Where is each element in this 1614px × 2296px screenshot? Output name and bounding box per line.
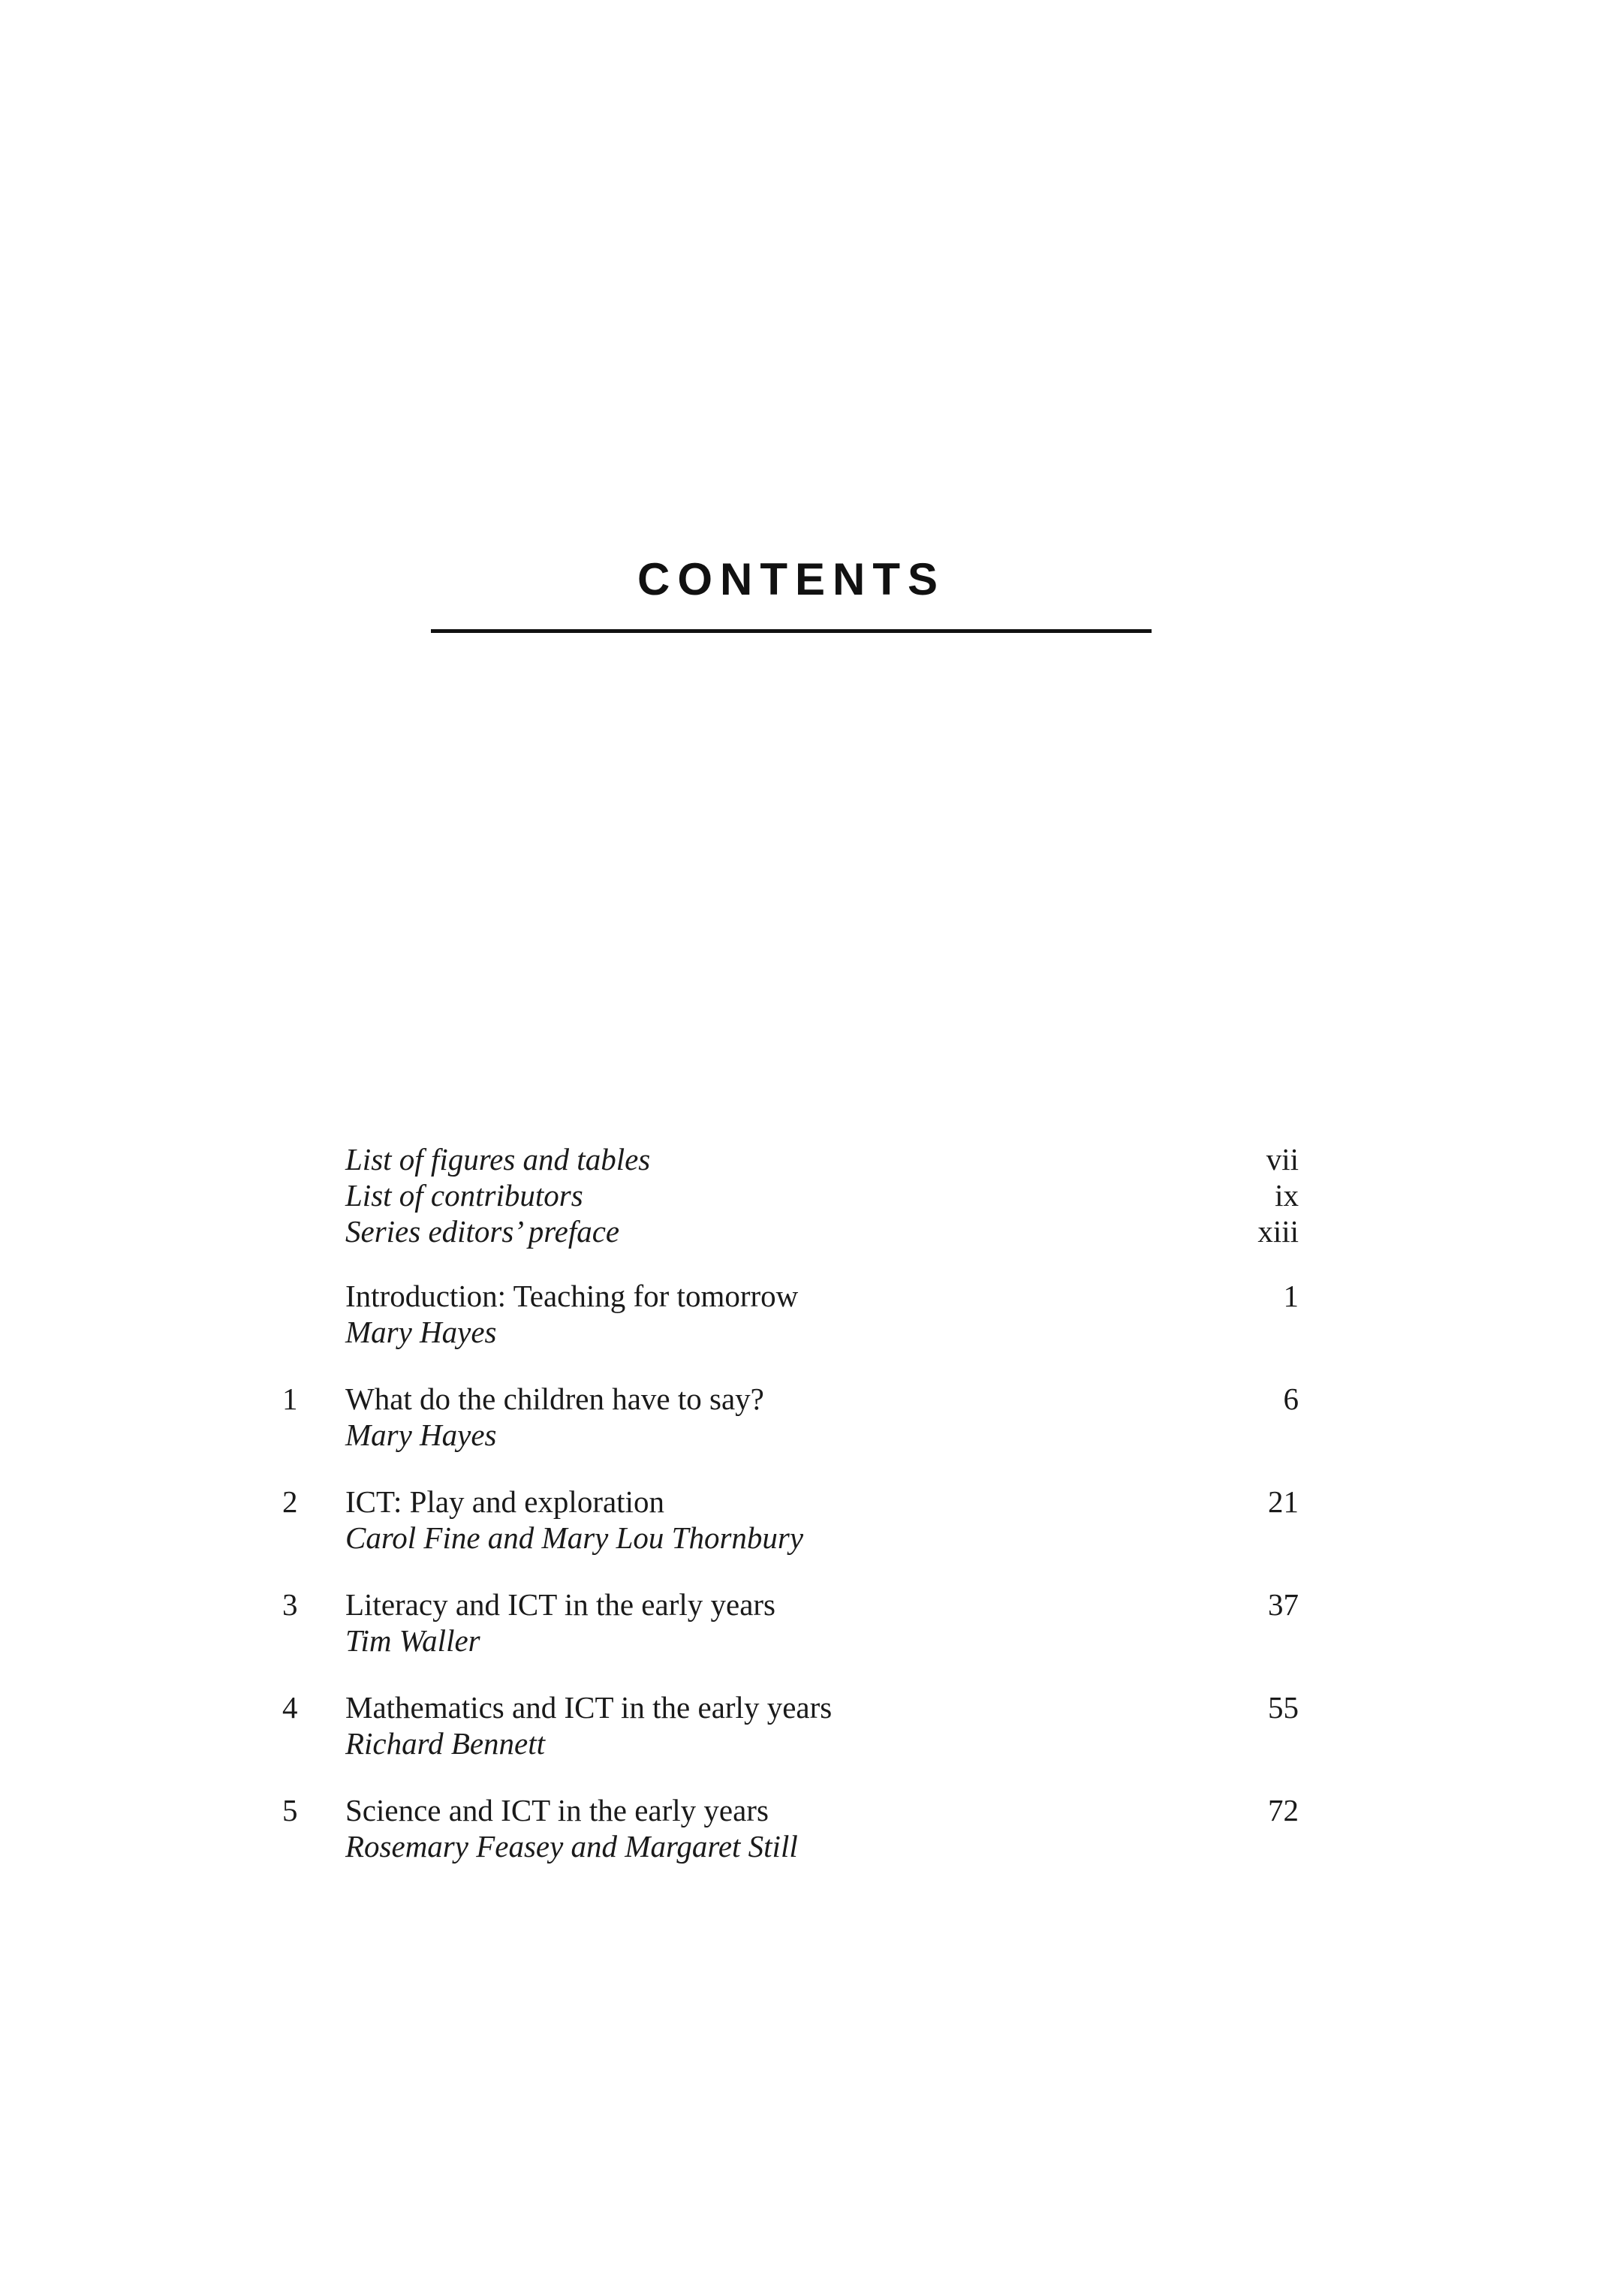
toc-entry-title: Introduction: Teaching for tomorrow — [345, 1279, 799, 1313]
chapter-number: 3 — [282, 1587, 298, 1622]
chapter-number: 2 — [282, 1484, 298, 1519]
toc-entry-author: Tim Waller — [345, 1623, 480, 1658]
toc-entry-author: Rosemary Feasey and Margaret Still — [345, 1829, 798, 1864]
toc-entry-page: 6 — [1283, 1382, 1299, 1416]
toc-entry-page: 1 — [1283, 1279, 1299, 1313]
chapter-number: 5 — [282, 1793, 298, 1827]
chapter-number: 1 — [282, 1382, 298, 1416]
toc-entry-author: Mary Hayes — [345, 1315, 497, 1349]
toc-entry-page: xiii — [1257, 1214, 1299, 1249]
chapter-number: 4 — [282, 1690, 298, 1725]
toc-entry-author: Mary Hayes — [345, 1418, 497, 1452]
toc-entry-title: Science and ICT in the early years — [345, 1793, 769, 1827]
toc-entry-page: ix — [1275, 1178, 1299, 1213]
toc-entry-title: List of contributors — [345, 1178, 583, 1213]
toc-entry-title: Mathematics and ICT in the early years — [345, 1690, 833, 1725]
toc-entry-author: Richard Bennett — [345, 1726, 546, 1761]
toc-entry-title: List of figures and tables — [345, 1142, 651, 1177]
toc-entry-page: vii — [1266, 1142, 1299, 1177]
toc-entry-title: Literacy and ICT in the early years — [345, 1587, 775, 1622]
toc-entry-title: ICT: Play and exploration — [345, 1484, 664, 1519]
title-rule — [431, 629, 1152, 633]
toc-entry-title: Series editors’ preface — [345, 1214, 620, 1249]
toc-entry-page: 21 — [1268, 1484, 1299, 1519]
page-title: CONTENTS — [637, 554, 945, 604]
toc-entry-page: 55 — [1268, 1690, 1299, 1725]
toc-entry-author: Carol Fine and Mary Lou Thornbury — [345, 1520, 804, 1555]
toc-entry-title: What do the children have to say? — [345, 1382, 764, 1416]
toc-entry-page: 72 — [1268, 1793, 1299, 1827]
toc-entry-page: 37 — [1268, 1587, 1299, 1622]
